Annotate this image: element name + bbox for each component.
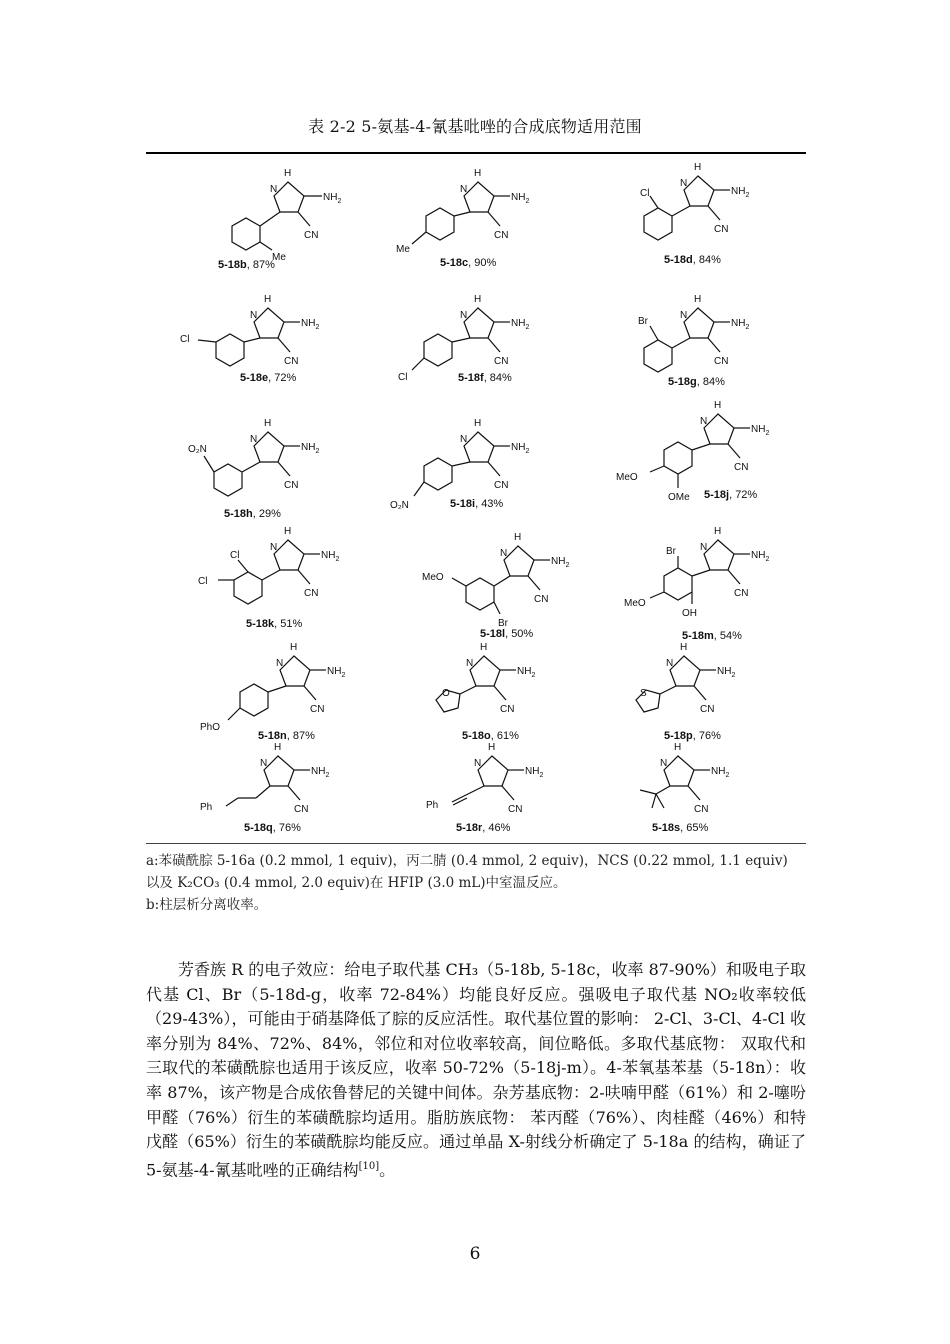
svg-text:H: H	[714, 400, 722, 411]
compound-label-5-18p: 5-18p, 76%	[664, 730, 721, 742]
compound-label-5-18n: 5-18n, 87%	[258, 730, 315, 742]
structure-5-18l	[416, 532, 636, 661]
svg-text:NH2: $NH_2$	[511, 442, 530, 455]
svg-text:H: H	[290, 642, 298, 653]
compound-5-18m	[616, 526, 836, 655]
svg-text:CN: CN	[534, 594, 549, 605]
compound-label-5-18h: 5-18h, 29%	[224, 508, 281, 520]
structure-5-18r	[416, 742, 636, 844]
svg-text:H: H	[274, 742, 282, 753]
structure-5-18h	[186, 416, 406, 531]
page-number: 6	[469, 1244, 481, 1264]
svg-text:H: H	[694, 162, 702, 173]
compound-5-18l	[416, 532, 636, 661]
bottom-rule	[146, 843, 806, 844]
structure-5-18s	[616, 742, 836, 844]
svg-text:NH2: $NH_2$	[311, 766, 330, 779]
svg-text:NH2: $NH_2$	[301, 442, 320, 455]
substituent-cl: Cl	[640, 188, 650, 199]
compound-5-18f	[396, 292, 616, 407]
substituent-pho: PhO	[200, 722, 221, 733]
svg-text:CN: CN	[714, 224, 729, 235]
svg-text:CN: CN	[494, 356, 509, 367]
svg-text:NH2: $NH_2$	[551, 556, 570, 569]
structure-5-18k	[196, 526, 416, 655]
svg-text:N: N	[460, 434, 468, 445]
svg-text:NH2: $NH_2$	[731, 318, 750, 331]
svg-text:N: N	[250, 310, 258, 321]
svg-text:N: N	[250, 434, 258, 445]
compound-label-5-18c: 5-18c, 90%	[440, 257, 497, 269]
svg-text:NH2: $NH_2$	[323, 192, 342, 205]
substituent-meo: MeO	[624, 598, 646, 609]
table-caption: 表 2-2 5-氨基-4-氰基吡唑的合成底物适用范围	[308, 117, 642, 136]
compound-5-18h	[186, 416, 406, 531]
svg-text:CN: CN	[700, 704, 715, 715]
substituent-br: Br	[666, 546, 676, 557]
svg-text:H: H	[488, 742, 496, 753]
svg-text:CN: CN	[494, 230, 509, 241]
substituent-meo: MeO	[422, 572, 444, 583]
substituent-cl: Cl	[180, 334, 190, 345]
svg-text:H: H	[474, 294, 482, 305]
compound-label-5-18i: 5-18i, 43%	[450, 498, 504, 510]
heteroatom-s: S	[640, 688, 647, 699]
svg-text:N: N	[680, 310, 688, 321]
citation: [10]	[358, 1160, 380, 1172]
svg-text:H: H	[694, 294, 702, 305]
substituent-ome: OMe	[668, 492, 690, 503]
compound-5-18p	[616, 642, 836, 765]
svg-text:N: N	[500, 548, 508, 559]
svg-text:N: N	[680, 178, 688, 189]
structure-5-18p	[616, 642, 836, 765]
compound-5-18g	[616, 292, 836, 407]
svg-text:N: N	[660, 758, 668, 769]
svg-text:N: N	[700, 416, 708, 427]
substituent-cl: Cl	[398, 372, 408, 383]
svg-text:CN: CN	[734, 462, 749, 473]
substituent-oh: OH	[682, 608, 697, 619]
svg-text:H: H	[264, 418, 272, 429]
structure-5-18e	[176, 292, 396, 407]
svg-text:NH2: $NH_2$	[525, 766, 544, 779]
svg-text:CN: CN	[734, 588, 749, 599]
structure-5-18f	[396, 292, 616, 407]
compound-label-5-18s: 5-18s, 65%	[652, 822, 709, 834]
svg-text:N: N	[460, 310, 468, 321]
compound-label-5-18l: 5-18l, 50%	[480, 628, 534, 640]
svg-text:N: N	[666, 658, 674, 669]
table-footnotes	[146, 850, 816, 916]
svg-text:N: N	[270, 542, 278, 553]
structure-5-18d	[616, 160, 836, 275]
compound-label-5-18q: 5-18q, 76%	[244, 822, 301, 834]
substituent-br: Br	[498, 618, 508, 629]
compound-5-18j	[616, 400, 836, 531]
structure-5-18g	[616, 292, 836, 407]
substrate-scope-scheme	[146, 154, 806, 842]
substituent-me: Me	[272, 252, 286, 263]
compound-5-18k	[196, 526, 416, 655]
svg-text:H: H	[284, 168, 292, 179]
svg-text:NH2: $NH_2$	[711, 766, 730, 779]
substituent-br: Br	[638, 316, 648, 327]
svg-text:CN: CN	[294, 804, 309, 815]
svg-text:CN: CN	[500, 704, 515, 715]
svg-text:N: N	[276, 658, 284, 669]
svg-text:H: H	[680, 642, 688, 653]
svg-text:H: H	[514, 532, 522, 543]
compound-label-5-18r: 5-18r, 46%	[456, 822, 511, 834]
svg-text:N: N	[474, 758, 482, 769]
svg-text:H: H	[474, 168, 482, 179]
svg-text:N: N	[260, 758, 268, 769]
svg-text:NH2: $NH_2$	[751, 550, 770, 563]
svg-text:H: H	[714, 526, 722, 537]
svg-text:N: N	[460, 184, 468, 195]
heteroatom-o: O	[442, 688, 450, 699]
discussion-paragraph	[146, 958, 806, 1183]
svg-text:CN: CN	[284, 480, 299, 491]
substituent-no2: O₂N	[188, 444, 207, 455]
structure-5-18i	[390, 416, 616, 531]
svg-text:CN: CN	[304, 230, 319, 241]
footnote-a-line2: 以及 K₂CO₃ (0.4 mmol, 2.0 equiv)在 HFIP (3.0 mL)中室温反应。	[146, 875, 567, 891]
svg-text:H: H	[264, 294, 272, 305]
svg-text:CN: CN	[310, 704, 325, 715]
substituent-ph: Ph	[426, 800, 439, 811]
svg-text:NH2: $NH_2$	[321, 550, 340, 563]
compound-5-18d	[616, 160, 836, 275]
svg-text:NH2: $NH_2$	[327, 666, 346, 679]
svg-text:N: N	[700, 542, 708, 553]
structure-5-18n	[196, 642, 416, 765]
paragraph-end: 。	[379, 1160, 396, 1180]
compound-label-5-18b: 5-18b, 87%	[218, 259, 275, 271]
compound-label-5-18f: 5-18f, 84%	[458, 372, 512, 384]
svg-text:NH2: $NH_2$	[517, 666, 536, 679]
compound-5-18n	[196, 642, 416, 765]
substituent-cl-3: Cl	[198, 576, 208, 587]
compound-5-18b	[186, 160, 406, 275]
svg-text:H: H	[474, 418, 482, 429]
structure-5-18q	[196, 742, 416, 844]
compound-label-5-18j: 5-18j, 72%	[704, 489, 758, 501]
svg-text:CN: CN	[494, 480, 509, 491]
paragraph-text: 芳香族 R 的电子效应：给电子取代基 CH₃（5-18b, 5-18c，收率 87-90%）和吸电子取代基 Cl、Br（5-18d-g，收率 72-84%）均能良好反应。强吸电子取代基 NO₂收率较低（29-43%），可能由于硝基降低了腙的反应活性。取代基位置的影响： 2-Cl、3-Cl、4-Cl 收率分别为 84%、72%、84%，邻位和对位收率较高，间位略低。多取代基底物： 双取代和三取代的苯磺酰腙也适用于该反应，收率 50-72%（5-18j-m）。4-苯氧基苯基（5-18n）：收率 87%，该产物是合成依鲁替尼的关键中间体。杂芳基底物：2-呋喃甲醛（61%）和 2-噻吩甲醛（76%）衍生的苯磺酰腙均适用。脂肪族底物： 苯丙醛（76%）、肉桂醛（46%）和特戊醛（65%）衍生的苯磺酰腙均能反应。通过单晶 X-射线分析确定了 5-18a 的结构，确证了 5-氨基-4-氰基吡唑的正确结构	[146, 960, 806, 1180]
compound-5-18e	[176, 292, 396, 407]
substituent-meo: MeO	[616, 472, 638, 483]
svg-text:CN: CN	[694, 804, 709, 815]
svg-text:CN: CN	[304, 588, 319, 599]
svg-text:N: N	[466, 658, 474, 669]
structure-5-18o	[416, 642, 636, 765]
compound-label-5-18d: 5-18d, 84%	[664, 254, 721, 266]
compound-label-5-18k: 5-18k, 51%	[246, 618, 303, 630]
compound-label-5-18m: 5-18m, 54%	[682, 630, 742, 642]
compound-5-18o	[416, 642, 636, 765]
structure-5-18c	[396, 160, 616, 275]
compound-5-18c	[396, 160, 616, 275]
svg-text:NH2: $NH_2$	[301, 318, 320, 331]
substituent-me: Me	[396, 244, 410, 255]
structure-5-18b	[186, 160, 406, 275]
svg-text:NH2: $NH_2$	[731, 186, 750, 199]
substituent-cl-2: Cl	[230, 550, 240, 561]
footnote-b: b:柱层析分离收率。	[146, 897, 268, 913]
svg-text:NH2: $NH_2$	[717, 666, 736, 679]
svg-text:H: H	[674, 742, 682, 753]
svg-text:N: N	[270, 184, 278, 195]
svg-text:NH2: $NH_2$	[751, 424, 770, 437]
svg-text:H: H	[480, 642, 488, 653]
svg-text:CN: CN	[284, 356, 299, 367]
footnote-a-line1: a:苯磺酰腙 5-16a (0.2 mmol, 1 equiv)，丙二腈 (0.4 mmol, 2 equiv)，NCS (0.22 mmol, 1.1 equiv)	[146, 853, 788, 869]
substituent-no2: O₂N	[390, 500, 409, 511]
svg-text:CN: CN	[508, 804, 523, 815]
svg-text:NH2: $NH_2$	[511, 192, 530, 205]
svg-text:NH2: $NH_2$	[511, 318, 530, 331]
compound-label-5-18e: 5-18e, 72%	[240, 372, 297, 384]
compound-label-5-18o: 5-18o, 61%	[462, 730, 519, 742]
compound-label-5-18g: 5-18g, 84%	[668, 376, 725, 388]
compound-5-18i	[390, 416, 616, 531]
svg-text:CN: CN	[714, 356, 729, 367]
structure-5-18j	[616, 400, 836, 531]
svg-text:H: H	[284, 526, 292, 537]
substituent-ph: Ph	[200, 802, 213, 813]
